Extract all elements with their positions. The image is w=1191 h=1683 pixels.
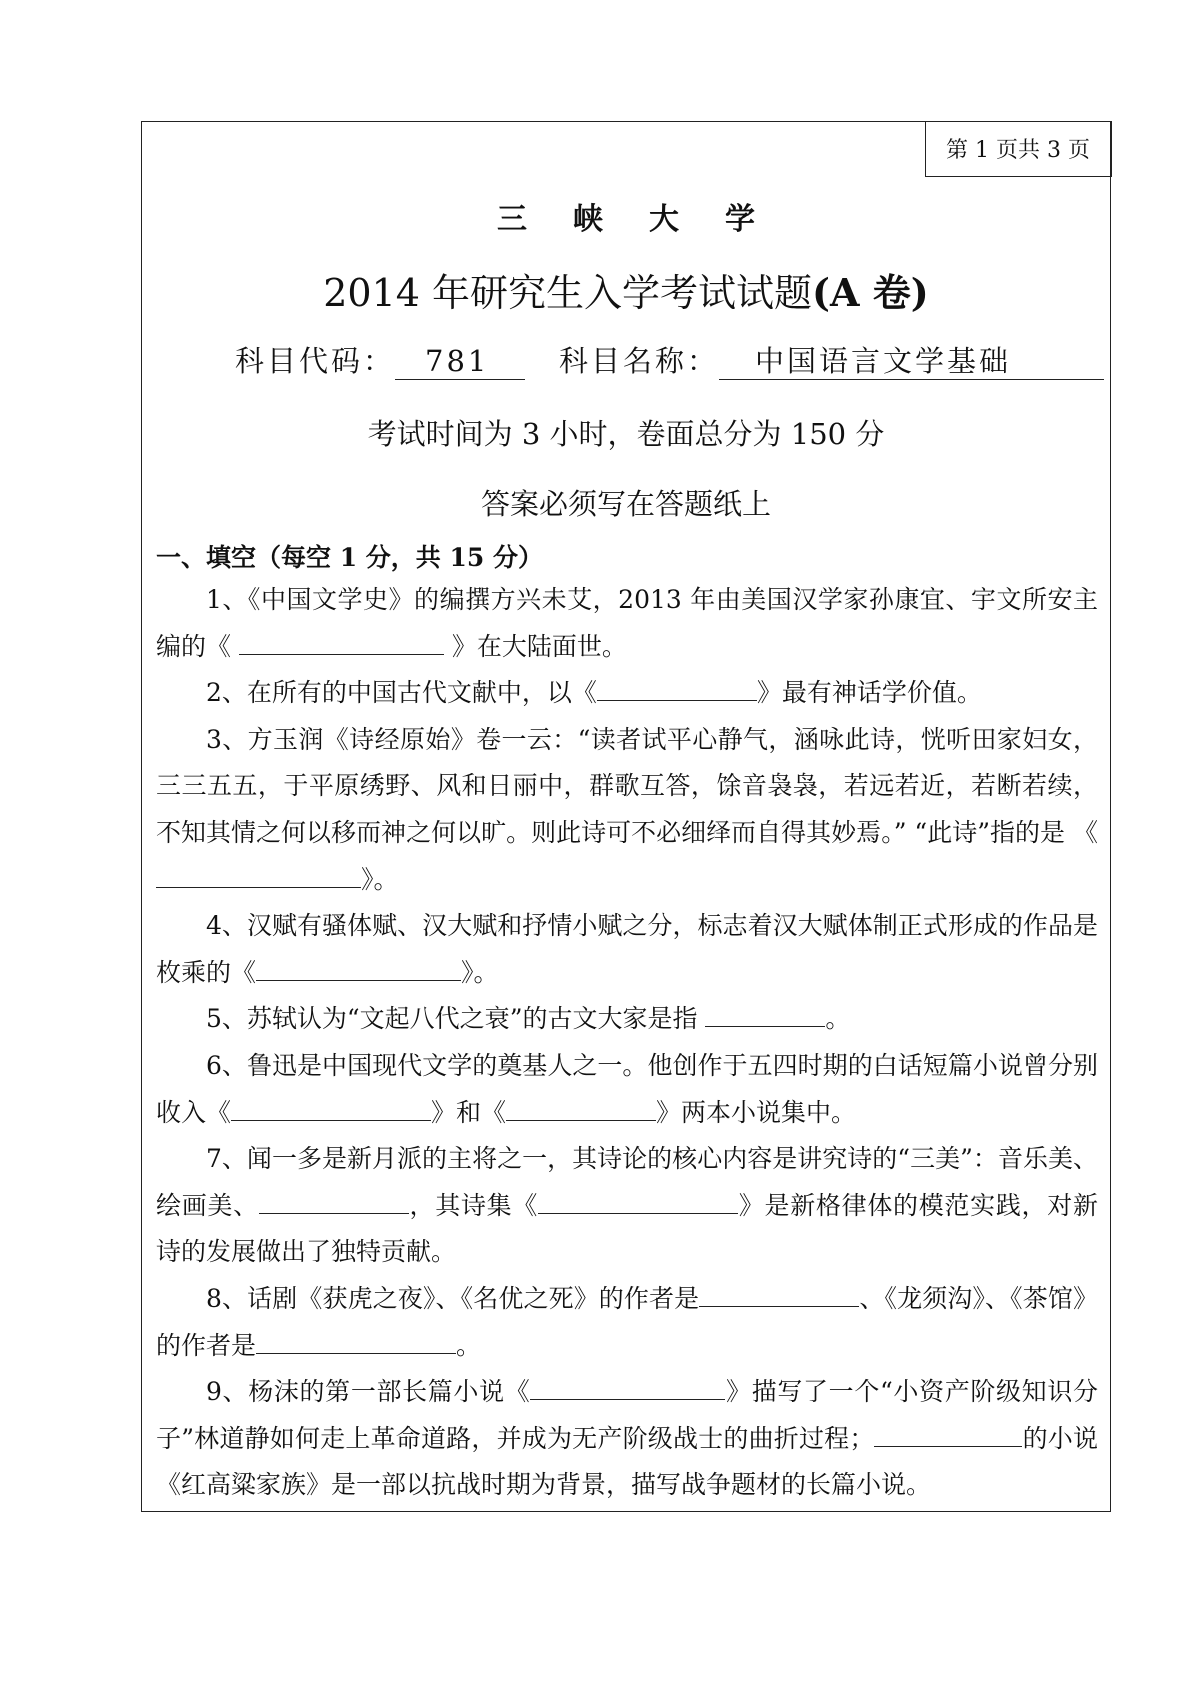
answer-blank [231, 1094, 431, 1121]
subject-name-label: 科目名称： [559, 344, 720, 378]
question-2: 2、在所有的中国古代文献中，以《 》最有神话学价值。 [156, 670, 1098, 717]
answer-blank [597, 674, 757, 701]
question-list [156, 577, 1098, 1509]
subject-name: 中国语言文学基础 [719, 343, 1104, 380]
question-6: 6、鲁迅是中国现代文学的奠基人之一。他创作于五四时期的白话短篇小说曾分别收入《 》和《 》两本小说集中。 [156, 1050, 1098, 1127]
subject-code-label: 科目代码： [235, 344, 396, 378]
subject-code: 781 [395, 343, 525, 380]
question-3: 3、方玉润《诗经原始》卷一云：“读者试平心静气，涵咏此诗，恍听田家妇女，三三五五，于平原绣野、风和日丽中，群歌互答，馀音袅袅，若远若近，若断若续，不知其情之何以移而神之何以旷。则此诗可不必细绎而自得其妙焉。” “此诗”指的是 《 》。 [156, 724, 1098, 894]
answer-blank [530, 1373, 725, 1400]
question-8: 8、话剧《获虎之夜》、《名优之死》的作者是 、《龙须沟》、《茶馆》的作者是 。 [156, 1276, 1098, 1369]
answer-blank [874, 1420, 1022, 1447]
answer-blank [239, 628, 444, 655]
question-4: 4、汉赋有骚体赋、汉大赋和抒情小赋之分，标志着汉大赋体制正式形成的作品是枚乘的《 》。 [156, 911, 1098, 987]
university-name: 三峡大学 [497, 202, 801, 237]
question-7: 7、闻一多是新月派的主将之一，其诗论的核心内容是讲究诗的“三美”：音乐美、绘画美、 ，其诗集《 》是新格律体的模范实践，对新诗的发展做出了独特贡献。 [156, 1144, 1098, 1267]
exam-time-info: 考试时间为 3 小时，卷面总分为 150 分 [367, 417, 885, 451]
page-indicator: 第 1 页共 3 页 [925, 121, 1112, 177]
answer-blank [705, 1000, 825, 1027]
exam-frame [141, 121, 1111, 1512]
question-9: 9、杨沫的第一部长篇小说《 》描写了一个“小资产阶级知识分子”林道静如何走上革命道路，并成为无产阶级战士的曲折过程； 的小说《红高粱家族》是一部以抗战时期为背景，描写战争题材的长篇小说。 [156, 1369, 1098, 1509]
exam-title [142, 262, 1110, 317]
question-1: 1、《中国文学史》的编撰方兴未艾，2013 年由美国汉学家孙康宜、宇文所安主编的《 》在大陆面世。 [156, 585, 1098, 661]
answer-note: 答案必须写在答题纸上 [480, 487, 771, 521]
question-5: 5、苏轼认为“文起八代之衰”的古文大家是指 。 [156, 996, 1098, 1043]
answer-blank [156, 861, 361, 888]
subject-line [235, 339, 1104, 380]
section-heading: 一、填空（每空 1 分，共 15 分） [156, 543, 544, 572]
answer-blank [699, 1280, 859, 1307]
answer-blank [256, 1327, 456, 1354]
answer-blank [256, 954, 461, 981]
answer-blank [538, 1187, 738, 1214]
answer-blank [259, 1187, 409, 1214]
answer-blank [506, 1094, 656, 1121]
exam-title-main: 2014 年研究生入学考试试题 [323, 271, 813, 315]
exam-title-version: (A 卷) [812, 270, 929, 315]
